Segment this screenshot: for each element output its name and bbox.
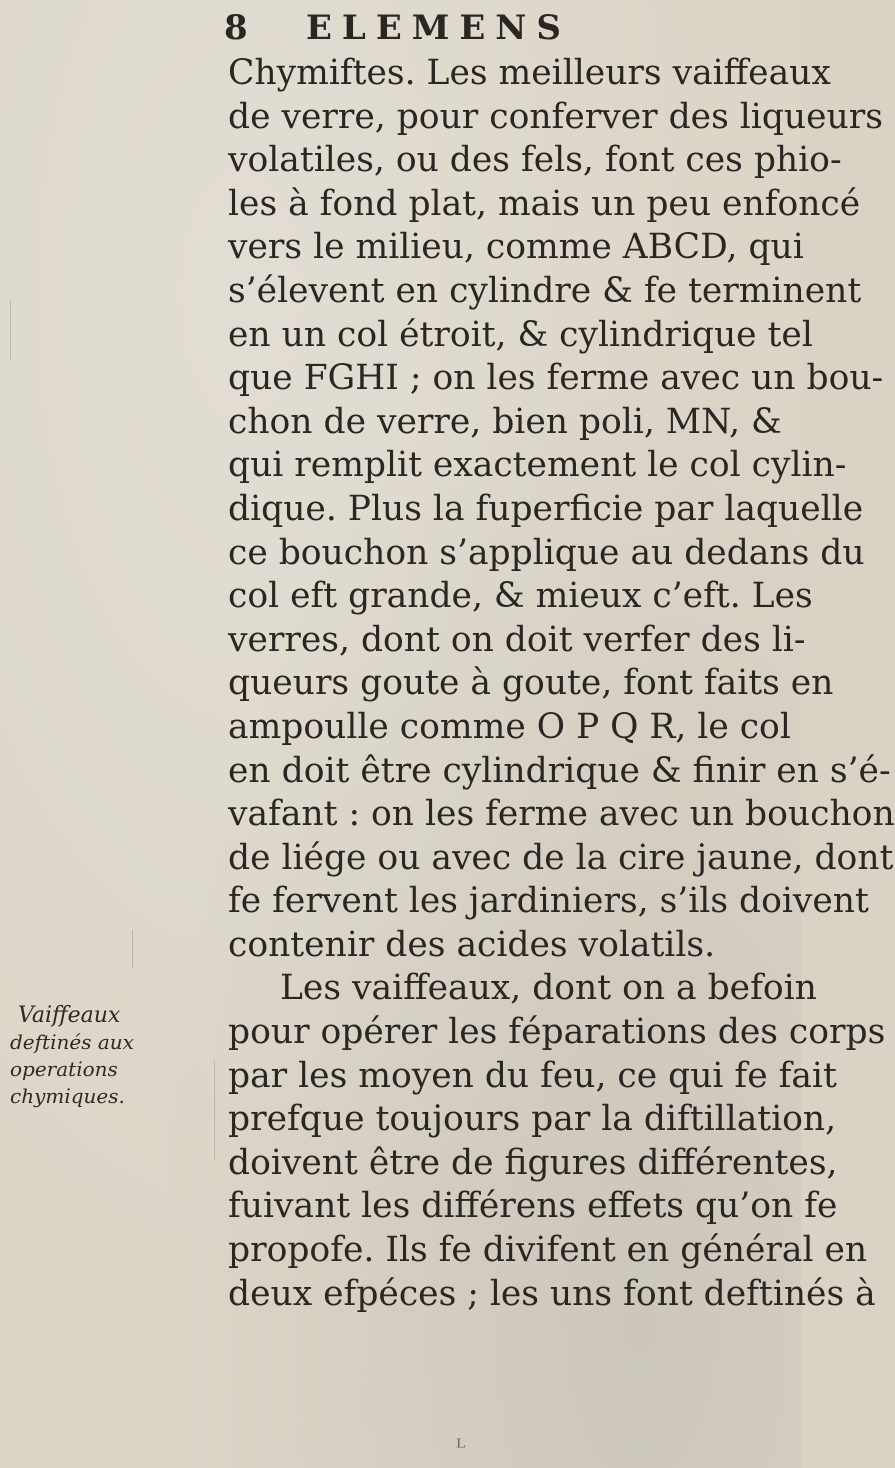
text-line: Chymiftes. Les meilleurs vaiffeaux [228, 53, 831, 93]
text-line: prefque toujours par la diftillation, [228, 1099, 837, 1140]
text-line: chon de verre, bien poli, MN, & [228, 401, 782, 442]
page-edge-mark [10, 300, 11, 360]
text-line-paragraph-end: contenir des acides volatils. [228, 924, 716, 965]
text-line: vers le milieu, comme ABCD, qui [228, 227, 804, 268]
text-line: les à fond plat, mais un peu enfoncé [228, 183, 861, 224]
margin-note-line: chymiques. [10, 1084, 125, 1108]
text-line: pour opérer les féparations des corps [228, 1012, 886, 1053]
text-line: vafant : on les ferme avec un bouchon [228, 794, 895, 835]
text-line: ce bouchon s’applique au dedans du [228, 532, 865, 573]
text-line: ampoulle comme O P Q R, le col [228, 706, 791, 747]
text-line: doivent être de figures différentes, [228, 1142, 838, 1183]
text-line: par les moyen du feu, ce qui fe fait [228, 1055, 837, 1096]
page-edge-mark [132, 930, 133, 968]
body-text [228, 52, 895, 1316]
text-line: de verre, pour conferver des liqueurs [228, 96, 883, 137]
text-line: propofe. Ils fe divifent en général en [228, 1230, 868, 1271]
text-line-paragraph-start: Les vaiffeaux, dont on a befoin [280, 968, 817, 1009]
text-line: en un col étroit, & cylindrique tel [228, 314, 813, 355]
page-edge-mark [214, 1060, 215, 1160]
text-line: verres, dont on doit verfer des li- [228, 619, 806, 660]
text-line: queurs goute à goute, font faits en [228, 663, 834, 704]
text-line: en doit être cylindrique & finir en s’é- [228, 750, 891, 791]
page-number: 8 [224, 8, 254, 48]
text-line: fuivant les différens effets qu’on fe [228, 1186, 838, 1227]
text-line: col eft grande, & mieux c’eft. Les [228, 576, 813, 617]
running-head [224, 8, 764, 52]
text-line: deux efpéces ; les uns font deftinés à [228, 1273, 876, 1314]
running-head-title: ELEMENS [306, 8, 571, 48]
text-line: dique. Plus la fuperficie par laquelle [228, 488, 864, 529]
ink-smudge: ᴸ [456, 1436, 466, 1461]
text-line: fe fervent les jardiniers, s’ils doivent [228, 881, 869, 922]
margin-note-line: operations [10, 1057, 118, 1081]
text-line: que FGHI ; on les ferme avec un bou- [228, 358, 884, 399]
text-line: de liége ou avec de la cire jaune, dont [228, 837, 894, 878]
text-line: qui remplit exactement le col cylin- [228, 445, 847, 486]
margin-note [10, 1002, 210, 1110]
text-line: volatiles, ou des fels, font ces phio- [228, 140, 842, 181]
margin-note-line: deftinés aux [10, 1030, 134, 1054]
margin-note-line: Vaiffeaux [18, 1003, 121, 1028]
text-line: s’élevent en cylindre & fe terminent [228, 270, 862, 311]
